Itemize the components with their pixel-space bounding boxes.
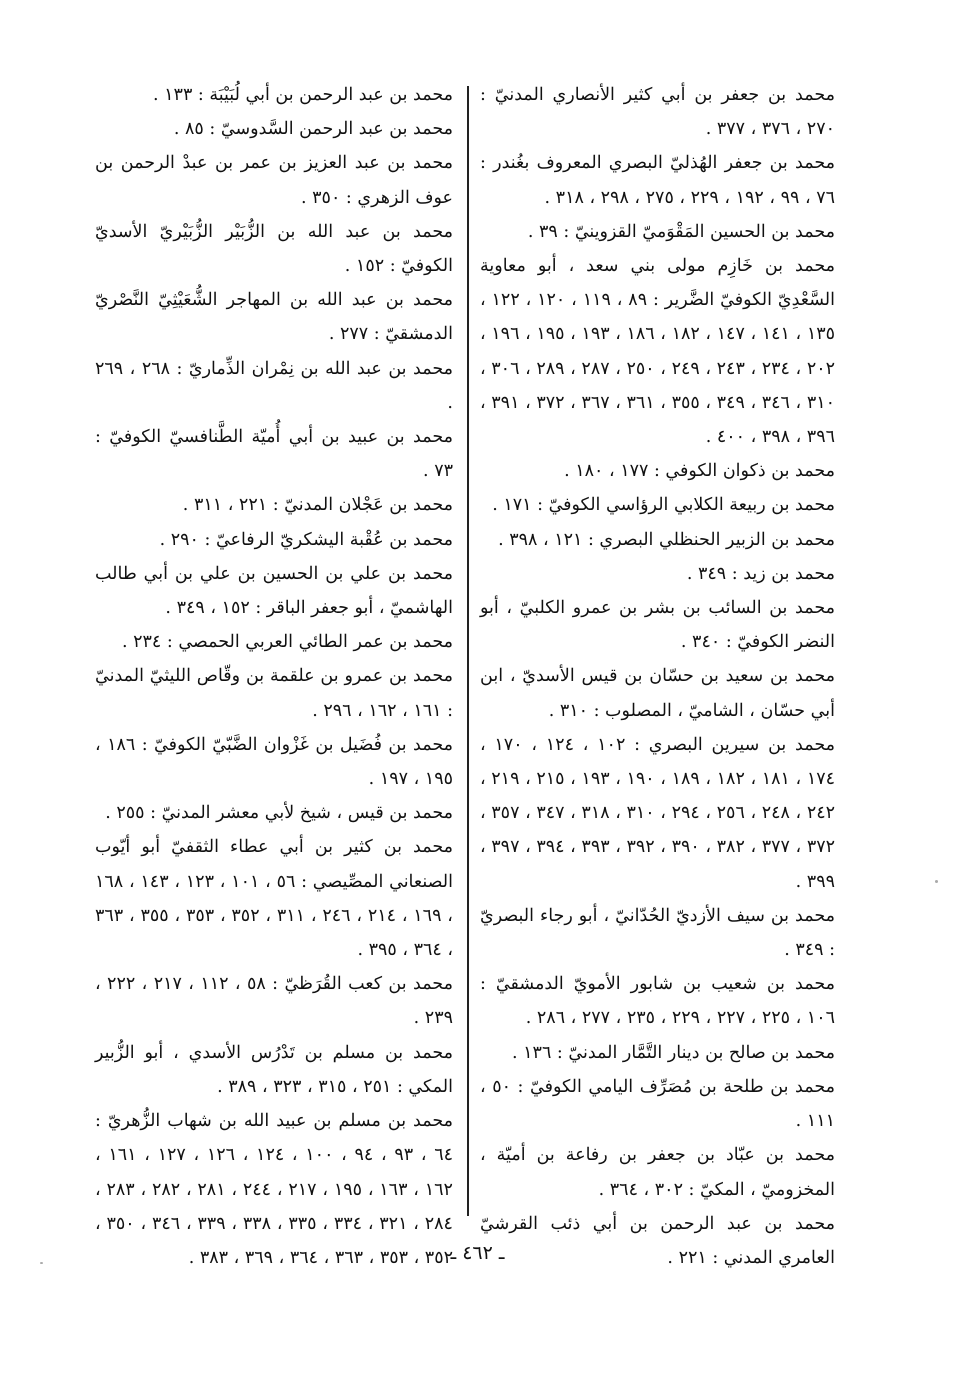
index-entry: محمد بن عبد الله بن الزُّبَيْر الزُّبَيْريّ الأسديّ الكوفيّ : ١٥٢ . [95, 221, 453, 277]
index-entry: محمد بن عبد الله بن المهاجر الشُّعَيْثِيّ النَّصْريّ الدمشقيّ : ٢٧٧ . [95, 290, 453, 345]
index-entry: محمد بن جعفر بن أبي كثير الأنصاري المدنيّ : ٢٧٠ ، ٣٧٦ ، ٣٧٧ . [480, 85, 835, 140]
page-number: ـ ٤٦٢ ـ [450, 1242, 505, 1264]
index-entry: محمد بن عمر الطائي العربي الحمصي : ٢٣٤ . [121, 632, 453, 653]
index-entry: محمد بن عُقْبة اليشكريّ الرفاعيّ : ٢٩٠ . [159, 529, 453, 550]
index-entry: محمد بن عبد العزيز بن عمر بن عبدْ الرحمن بن عوف الزهري : ٣٥٠ . [95, 153, 453, 208]
scan-speck [40, 1262, 43, 1264]
index-entry: محمد بن عَجْلان المدنيّ : ٢٢١ ، ٣١١ . [182, 495, 453, 516]
index-entry: محمد بن كعب القُرَظيّ : ٥٨ ، ١١٢ ، ٢١٧ ، ٢٢٢ ، ٢٣٩ . [95, 974, 453, 1029]
index-entry: محمد بن قيس ، شيخ لأبي معشر المدنيّ : ٢٥٥ . [105, 803, 453, 824]
index-entry: محمد بن شعيب بن شابور الأمويّ الدمشقيّ : ١٠٦ ، ٢٢٥ ، ٢٢٧ ، ٢٢٩ ، ٢٣٥ ، ٢٧٧ ، ٢٨٦ . [480, 974, 835, 1029]
index-entry: محمد بن الحسين المَقْوَميّ القزوينيّ : ٣٩ . [527, 221, 835, 242]
index-entry: محمد بن فُضَيل بن غَزْوان الضَّبّيّ الكوفيّ : ١٨٦ ، ١٩٥ ، ١٩٧ . [95, 734, 454, 790]
index-entry: محمد بن علي بن الحسين بن علي بن أبي طالب الهاشميّ ، أبو جعفر الباقر : ١٥٢ ، ٣٤٩ . [95, 563, 453, 619]
index-entry: محمد بن زيد : ٣٤٩ . [686, 563, 835, 584]
index-entry: محمد بن عمرو بن علقمة بن وقّاص الليثيّ المدنيّ : ١٦١ ، ١٦٢ ، ٢٩٦ . [95, 666, 453, 721]
index-entry: محمد بن سيف الأزديّ الحُدّانيّ ، أبو رجاء البصريّ : ٣٤٩ . [480, 905, 835, 961]
index-entry: محمد بن صالح بن دينار التَّمَّار المدنيّ : ١٣٦ . [512, 1042, 835, 1063]
index-entry: محمد بن عبيد بن أبي أُميّة الطَّنافسيّ الكوفيّ : ٧٣ . [95, 427, 453, 482]
column-divider [467, 86, 469, 1216]
scan-speck [935, 880, 938, 883]
index-entry: محمد بن سيرين البصري : ١٠٢ ، ١٢٤ ، ١٧٠ ، ١٧٤ ، ١٨١ ، ١٨٢ ، ١٨٩ ، ١٩٠ ، ١٩٣ ، ٢١٥ ، ٢١٩ ، ٢٤٢ ، ٢٤٨ ، ٢٥٦ ، ٢٩٤ ، ٣١٠ ، ٣١٨ ، ٣٤٧ ، ٣٥٧ ، ٣٧٢ ، ٣٧٧ ، ٣٨٢ ، ٣٩٠ ، ٣٩٢ ، ٣٩٣ ، ٣٩٤ ، ٣٩٧ ، ٣٩٩ . [480, 734, 836, 892]
index-column-right [480, 78, 835, 1275]
index-entry: محمد بن جعفر الهُذليّ البصري المعروف بغُندر : ٧٦ ، ٩٩ ، ١٩٢ ، ٢٢٩ ، ٢٧٥ ، ٢٩٨ ، ٣١٨ . [480, 153, 835, 208]
index-entry: محمد بن سعيد بن حسّان بن قيس الأسديّ ، ابن أبي حسّان ، الشاميّ ، المصلوب : ٣١٠ . [480, 666, 835, 721]
index-entry: محمد بن عبد الرحمن بن أبي ذئب القرشيّ العامري المدني : ٢٢١ . [480, 1213, 835, 1268]
index-entry: محمد بن خَازِم مولى بني سعد ، أبو معاوية السَّعْدِيّ الكوفيّ الضَّرير : ٨٩ ، ١١٩ ، ١٢٠ ، ١٢٢ ، ١٣٥ ، ١٤١ ، ١٤٧ ، ١٨٢ ، ١٨٦ ، ١٩٣ ، ١٩٥ ، ١٩٦ ، ٢٠٢ ، ٢٣٤ ، ٢٤٣ ، ٢٤٩ ، ٢٥٠ ، ٢٨٧ ، ٢٨٩ ، ٣٠٦ ، ٣١٠ ، ٣٤٦ ، ٣٤٩ ، ٣٥٥ ، ٣٦١ ، ٣٦٧ ، ٣٧٢ ، ٣٩١ ، ٣٩٦ ، ٣٩٨ ، ٤٠٠ . [480, 256, 836, 448]
index-entry: محمد بن عبّاد بن جعفر بن رفاعة بن أميّة ، المخزوميّ ، المكيّ : ٣٠٢ ، ٣٦٤ . [480, 1145, 835, 1200]
index-entry: محمد بن الزبير الحنظلي البصري : ١٢١ ، ٣٩٨ . [498, 529, 835, 550]
index-column-left [95, 78, 453, 1275]
index-entry: محمد بن السائب بن بشر بن عمرو الكلبيّ ، أبو النضر الكوفيّ : ٣٤٠ . [480, 598, 835, 653]
index-entry: محمد بن عبد الله بن نِمْران الذِّماريّ : ٢٦٨ ، ٢٦٩ . [95, 358, 454, 413]
index-entry: محمد بن مسلم بن تَدْرُس الأسدي ، أبو الزُّبير المكي : ٢٥١ ، ٣١٥ ، ٣٢٣ ، ٣٨٩ . [95, 1042, 453, 1097]
index-entry: محمد بن كثير بن أبي عطاء الثقفيّ أبو أيّوب الصنعاني المصِّيصي : ٥٦ ، ١٠١ ، ١٢٣ ، ١٤٣ ، ١٦٨ ، ١٦٩ ، ٢١٤ ، ٢٤٦ ، ٣١١ ، ٣٥٢ ، ٣٥٣ ، ٣٥٥ ، ٣٦٣ ، ٣٦٤ ، ٣٩٥ . [95, 837, 453, 961]
index-entry: محمد بن ربيعة الكلابي الرؤاسي الكوفيّ : ١٧١ . [492, 495, 835, 516]
index-entry: محمد بن عبد الرحمن السَّدوسيّ : ٨٥ . [173, 119, 453, 140]
index-entry: محمد بن ذكوان الكوفي : ١٧٧ ، ١٨٠ . [564, 461, 835, 482]
index-entry: محمد بن عبد الرحمن بن أبي لُبَيْبَة : ١٣٣ . [153, 85, 453, 105]
index-entry: محمد بن مسلم بن عبيد الله بن شهاب الزُّهريّ : ٦٤ ، ٩٣ ، ٩٤ ، ١٠٠ ، ١٢٤ ، ١٢٦ ، ١٢٧ ، ١٦١ ، ١٦٢ ، ١٦٣ ، ١٩٥ ، ٢١٧ ، ٢٤٤ ، ٢٨١ ، ٢٨٢ ، ٢٨٣ ، ٢٨٤ ، ٣٢١ ، ٣٣٤ ، ٣٣٥ ، ٣٣٨ ، ٣٣٩ ، ٣٤٦ ، ٣٥٠ ، ٣٥٢ ، ٣٥٣ ، ٣٦٣ ، ٣٦٤ ، ٣٦٩ ، ٣٨٣ . [95, 1111, 454, 1268]
index-entry: محمد بن طلحة بن مُصَرِّف اليامي الكوفيّ : ٥٠ ، ١١١ . [480, 1076, 835, 1132]
